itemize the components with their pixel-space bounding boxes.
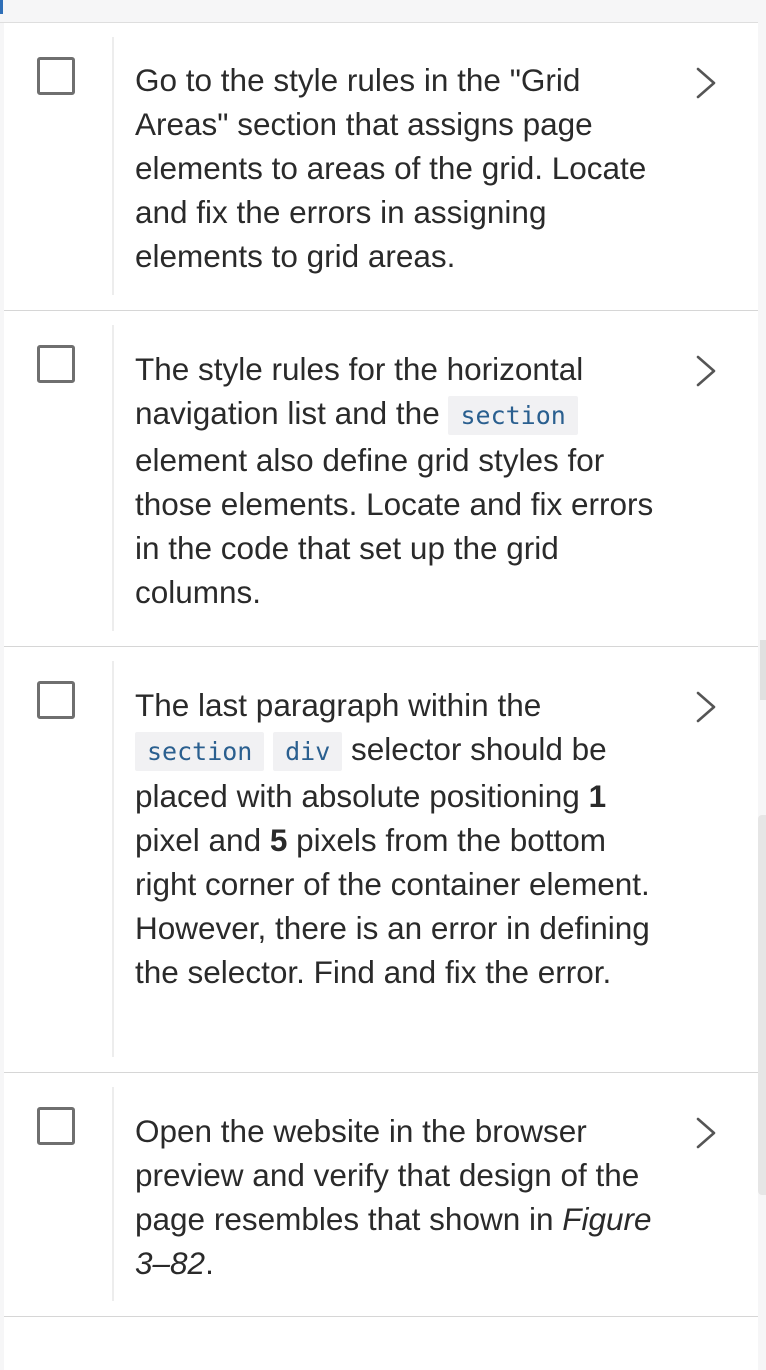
step-card-1: [4, 23, 758, 311]
figure-reference: Figure 3–82: [135, 1201, 652, 1281]
step-3-text-after: pixels from the bottom right corner of the container element. However, there is an error in defining the selector. Find and fix the error.: [135, 822, 650, 990]
code-section: section: [135, 732, 264, 771]
step-divider: [112, 37, 114, 295]
step-divider: [112, 1087, 114, 1301]
code-section: section: [448, 396, 577, 435]
chevron-right-icon[interactable]: [686, 687, 726, 727]
step-2-text-after: element also define grid styles for those elements. Locate and fix errors in the code that set up the grid columns.: [135, 442, 654, 610]
step-2-text: [135, 347, 660, 614]
step-1-instruction: Go to the style rules in the "Grid Areas" section that assigns page elements to areas of the grid. Locate and fix the errors in assigning elements to grid areas.: [135, 62, 647, 274]
step-3-checkbox[interactable]: [37, 681, 75, 719]
step-divider: [112, 325, 114, 631]
code-div: div: [273, 732, 342, 771]
scrollbar-thumb[interactable]: [758, 815, 766, 1195]
step-card-5: [4, 1317, 758, 1370]
chevron-right-icon[interactable]: [686, 1113, 726, 1153]
step-card-4: [4, 1073, 758, 1317]
bold-value-5: 5: [269, 822, 288, 858]
step-4-checkbox[interactable]: [37, 1107, 75, 1145]
focus-indicator: [0, 0, 3, 14]
step-card-2: [4, 311, 758, 647]
bold-value-1: 1: [588, 778, 607, 814]
step-3-text: [135, 683, 660, 994]
chevron-right-icon[interactable]: [686, 63, 726, 103]
step-3-text-before: The last paragraph within the: [135, 687, 542, 723]
step-3-text-mid2: pixel and: [135, 822, 270, 858]
top-strip: [0, 0, 758, 23]
chevron-right-icon[interactable]: [686, 351, 726, 391]
scrollbar-track[interactable]: [760, 640, 766, 700]
step-divider: [112, 661, 114, 1057]
step-4-text-before: Open the website in the browser preview and verify that design of the page resembles that shown in: [135, 1113, 640, 1237]
step-4-text: [135, 1109, 660, 1285]
step-4-text-after: .: [205, 1245, 214, 1281]
step-1-text: [135, 58, 660, 278]
step-card-3: [4, 647, 758, 1073]
step-2-text-before: The style rules for the horizontal navigation list and the: [135, 351, 584, 431]
step-3-text-mid: selector should be placed with absolute positioning: [135, 731, 607, 814]
step-1-checkbox[interactable]: [37, 57, 75, 95]
step-2-checkbox[interactable]: [37, 345, 75, 383]
